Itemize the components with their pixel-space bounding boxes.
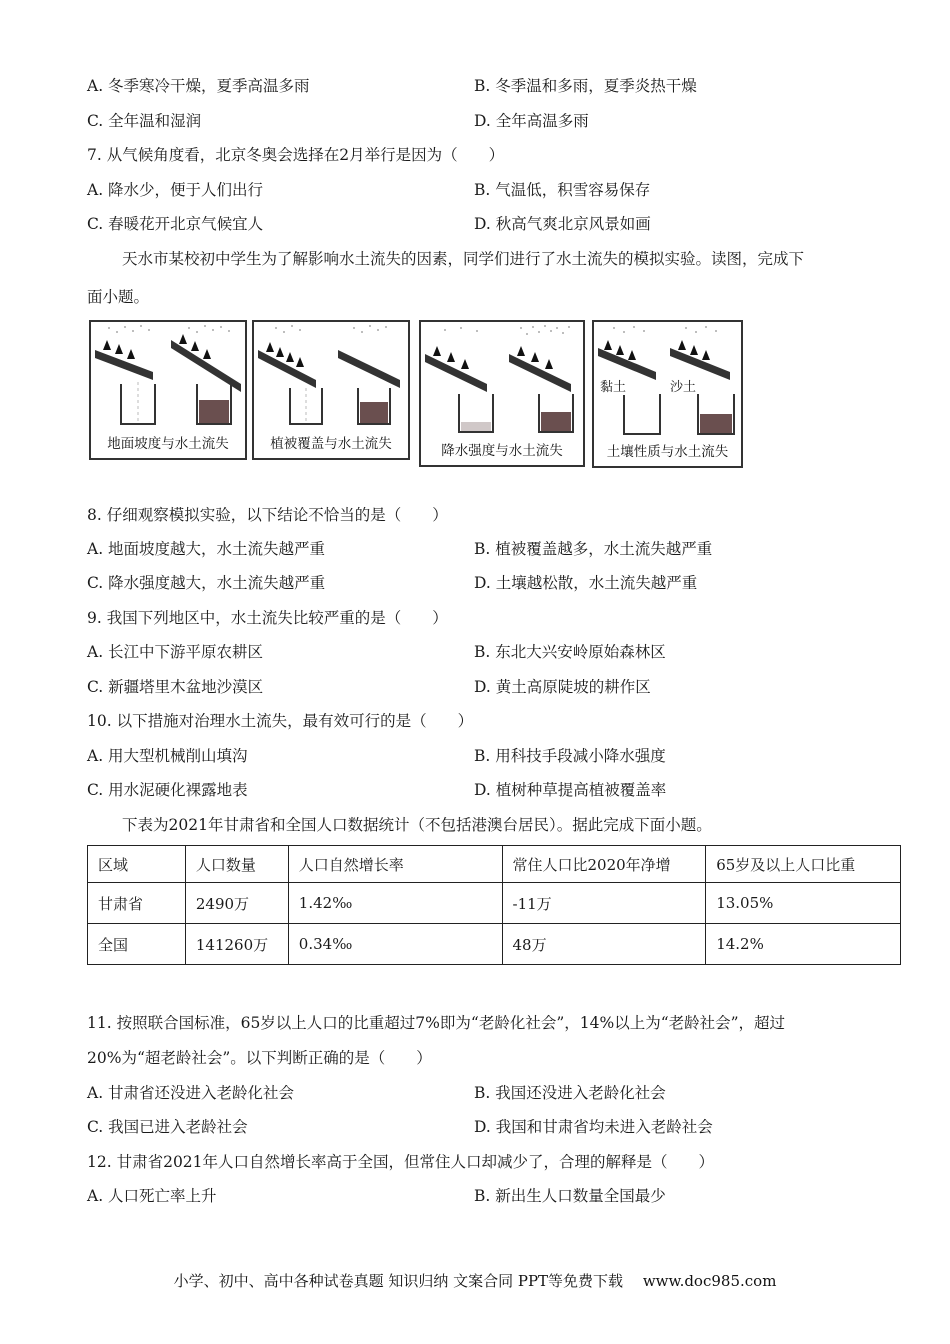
figure-panel-vegetation <box>252 320 410 460</box>
intro-soil-line1: 天水市某校初中学生为了解影响水土流失的因素，同学们进行了水土流失的模拟实验。读图，完成下 <box>122 250 805 268</box>
figure-caption-rainfall: 降水强度与水土流失 <box>441 443 563 459</box>
soil-label-clay: 黏土 <box>600 376 626 395</box>
q6-option-c: C. 全年温和湿润 <box>87 112 202 130</box>
table-header-cell: 区域 <box>88 846 186 883</box>
q7-option-b: B. 气温低，积雪容易保存 <box>474 181 651 199</box>
q6-option-b: B. 冬季温和多雨，夏季炎热干燥 <box>474 77 697 95</box>
rainfall-experiment-diagram <box>421 322 583 438</box>
intro-soil-line2: 面小题。 <box>87 288 150 306</box>
q12-option-a: A. 人口死亡率上升 <box>87 1187 217 1205</box>
figure-caption-vegetation: 植被覆盖与水土流失 <box>270 436 392 452</box>
intro-table: 下表为2021年甘肃省和全国人口数据统计（不包括港澳台居民）。据此完成下面小题。 <box>122 816 712 834</box>
q11-option-a: A. 甘肃省还没进入老龄化社会 <box>87 1084 295 1102</box>
slope-experiment-diagram <box>91 322 245 432</box>
q8-option-d: D. 土壤越松散，水土流失越严重 <box>474 574 698 592</box>
table-cell: 13.05% <box>706 883 901 924</box>
q9-option-d: D. 黄土高原陡坡的耕作区 <box>474 678 651 696</box>
q9-option-a: A. 长江中下游平原农耕区 <box>87 643 264 661</box>
table-cell: 1.42‰ <box>288 883 502 924</box>
figure-caption-slope: 地面坡度与水土流失 <box>107 436 229 452</box>
table-cell: 全国 <box>88 924 186 965</box>
table-row <box>88 883 901 924</box>
q11-option-d: D. 我国和甘肃省均未进入老龄社会 <box>474 1118 713 1136</box>
q10-option-c: C. 用水泥硬化裸露地表 <box>87 781 248 799</box>
q8-option-a: A. 地面坡度越大，水土流失越严重 <box>87 540 326 558</box>
figure-caption-soil: 土壤性质与水土流失 <box>606 444 729 460</box>
q10-option-a: A. 用大型机械削山填沟 <box>87 747 248 765</box>
figure-panel-slope <box>89 320 247 460</box>
table-cell: 0.34‰ <box>288 924 502 965</box>
table-cell: 2490万 <box>185 883 288 924</box>
q12-stem: 12. 甘肃省2021年人口自然增长率高于全国，但常住人口却减少了，合理的解释是（ ） <box>87 1153 715 1171</box>
vegetation-experiment-diagram <box>254 322 408 432</box>
table-cell: -11万 <box>502 883 706 924</box>
q11-stem-line1: 11. 按照联合国标准，65岁以上人口的比重超过7%即为“老龄化社会”，14%以上为“老龄社会”，超过 <box>87 1014 786 1032</box>
q10-option-d: D. 植树种草提高植被覆盖率 <box>474 781 667 799</box>
figure-panel-rainfall <box>419 320 585 467</box>
table-header-cell: 常住人口比2020年净增 <box>502 846 706 883</box>
q8-stem: 8. 仔细观察模拟实验，以下结论不恰当的是（ ） <box>87 506 448 524</box>
q9-option-b: B. 东北大兴安岭原始森林区 <box>474 643 666 661</box>
figure-panel-soil <box>592 320 743 468</box>
q7-option-c: C. 春暖花开北京气候宜人 <box>87 215 264 233</box>
table-cell: 甘肃省 <box>88 883 186 924</box>
q11-stem-line2: 20%为“超老龄社会”。以下判断正确的是（ ） <box>87 1049 432 1067</box>
q6-option-a: A. 冬季寒冷干燥，夏季高温多雨 <box>87 77 310 95</box>
table-cell: 141260万 <box>185 924 288 965</box>
table-header-row <box>88 846 901 883</box>
q9-option-c: C. 新疆塔里木盆地沙漠区 <box>87 678 264 696</box>
q7-option-a: A. 降水少，便于人们出行 <box>87 181 264 199</box>
table-cell: 14.2% <box>706 924 901 965</box>
q7-option-d: D. 秋高气爽北京风景如画 <box>474 215 651 233</box>
q8-option-c: C. 降水强度越大，水土流失越严重 <box>87 574 326 592</box>
population-table <box>87 845 901 965</box>
table-row <box>88 924 901 965</box>
q9-stem: 9. 我国下列地区中，水土流失比较严重的是（ ） <box>87 609 448 627</box>
q11-option-b: B. 我国还没进入老龄化社会 <box>474 1084 666 1102</box>
q10-stem: 10. 以下措施对治理水土流失，最有效可行的是（ ） <box>87 712 474 730</box>
page-footer: 小学、初中、高中各种试卷真题 知识归纳 文案合同 PPT等免费下载 www.doc985.com <box>173 1272 777 1290</box>
table-header-cell: 人口数量 <box>185 846 288 883</box>
q7-stem: 7. 从气候角度看，北京冬奥会选择在2月举行是因为（ ） <box>87 146 505 164</box>
q8-option-b: B. 植被覆盖越多，水土流失越严重 <box>474 540 713 558</box>
table-header-cell: 人口自然增长率 <box>288 846 502 883</box>
table-header-cell: 65岁及以上人口比重 <box>706 846 901 883</box>
q12-option-b: B. 新出生人口数量全国最少 <box>474 1187 666 1205</box>
table-cell: 48万 <box>502 924 706 965</box>
soil-label-sand: 沙土 <box>670 376 696 395</box>
q10-option-b: B. 用科技手段减小降水强度 <box>474 747 666 765</box>
q6-option-d: D. 全年高温多雨 <box>474 112 589 130</box>
q11-option-c: C. 我国已进入老龄社会 <box>87 1118 248 1136</box>
